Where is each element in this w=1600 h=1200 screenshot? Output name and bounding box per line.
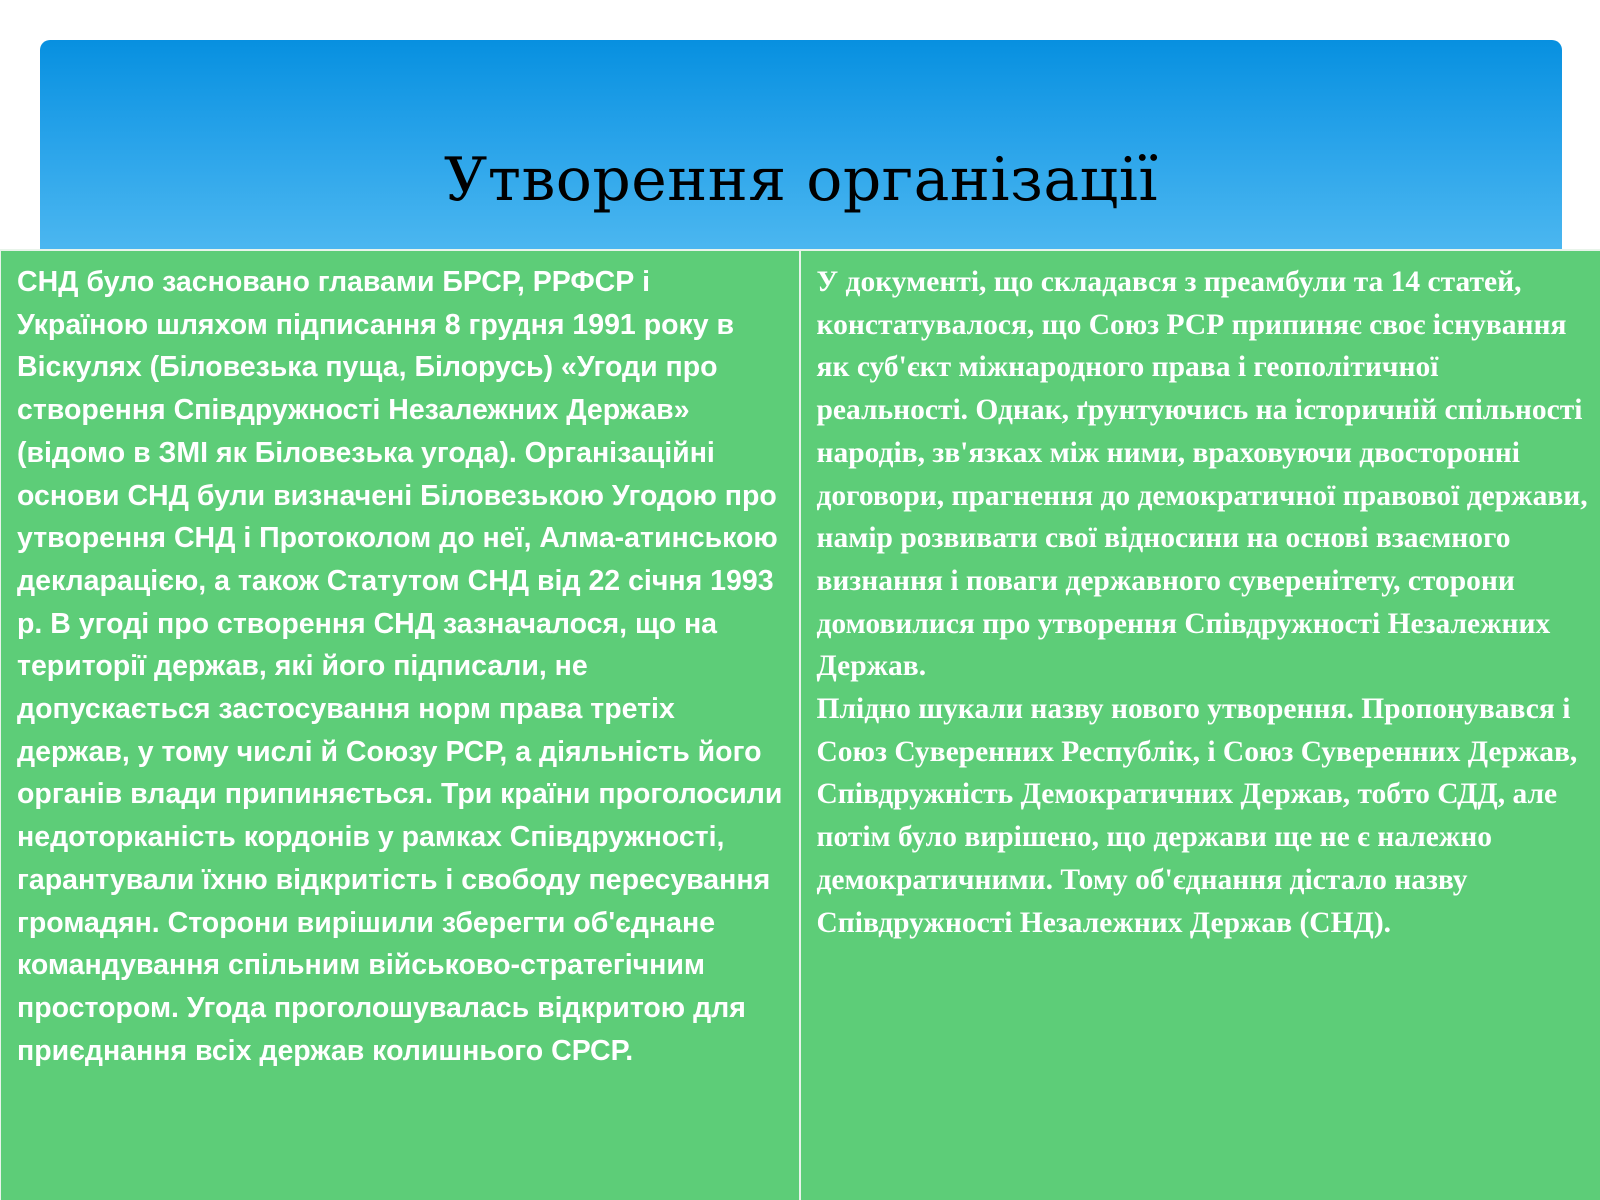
table-cell-right [800,250,1600,1200]
right-paragraph-1: У документі, що складався з преамбули та 14 статей, констатувалося, що Союз РСР припиняє своє існування як суб'єкт міжнародного права і геополітичної реальності. Однак, ґрунтуючись на історичній спільності народів, зв'язках між ними, враховуючи двосторонні договори, прагнення до демократичної правової держави, намір розвивати свої відносини на основі взаємного визнання і поваги державного суверенітету, сторони домовилися про утворення Співдружності Незалежних Держав. [816,266,1588,683]
left-column-text: СНД було засновано главами БРСР, РРФСР і Україною шляхом підписання 8 грудня 1991 року в Віскулях (Біловезька пуща, Білорусь) «Угоди про створення Співдружності Незалежних Держав» (відомо в ЗМІ як Біловезька угода). Організаційні основи СНД були визначені Біловезькою Угодою про утворення СНД і Протоколом до неї, Алма-атинською декларацією, а також Статутом СНД від 22 січня 1993 р. В угоді про створення СНД зазначалося, що на території держав, які його підписали, не допускається застосування норм права третіх держав, у тому числі й Союзу РСР, а діяльність його органів влади припиняється. Три країни проголосили недоторканість кордонів у рамках Співдружності, гарантували їхню відкритість і свободу пересування громадян. Сторони вирішили зберегти об'єднане командування спільним військово-стратегічним простором. Угода проголошувалась відкритою для приєднання всіх держав колишнього СРСР. [17,266,783,1067]
content-table [0,249,1600,1200]
right-column-text [801,261,1600,944]
right-paragraph-2: Плідно шукали назву нового утворення. Пропонувався і Союз Суверенних Республік, і Союз Суверенних Держав, Співдружність Демократичних Держав, тобто СДД, але потім було вирішено, що держави ще не є належно демократичними. Тому об'єднання дістало назву Співдружності Незалежних Держав (СНД). [816,693,1578,939]
table-row [1,250,1600,1200]
table-cell-left [1,250,800,1200]
slide-title: Утворення організації [443,145,1159,215]
title-banner [40,40,1562,252]
